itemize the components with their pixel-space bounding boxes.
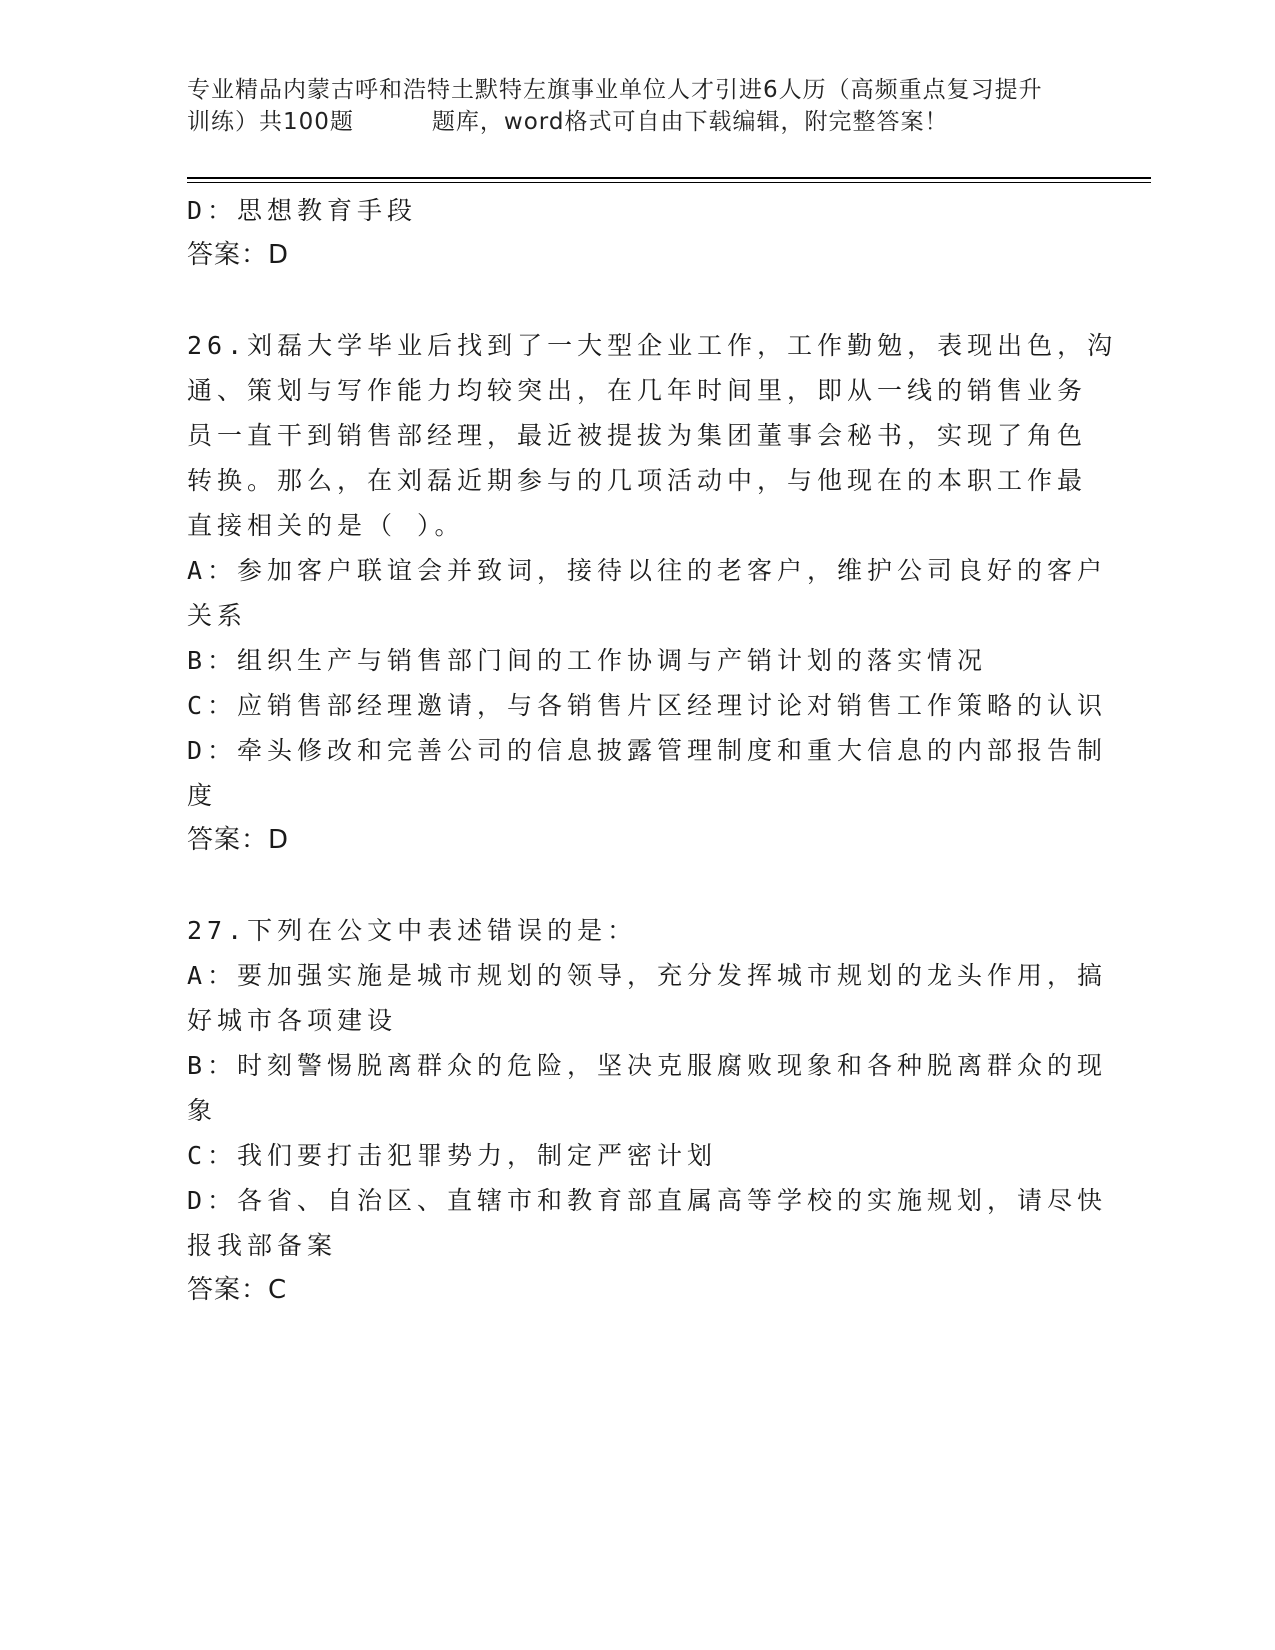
q26-option-d-cont: 度 [187,781,218,810]
q26-stem-line: 通、策划与写作能力均较突出，在几年时间里，即从一线的销售业务 [187,376,1088,405]
q25-answer: 答案：D [187,240,290,270]
q27-answer: 答案：C [187,1275,288,1305]
header-title-line-2-part-1: 训练）共100题 [187,109,354,135]
document-header [187,74,1087,138]
q27-option-a: A：要加强实施是城市规划的领导，充分发挥城市规划的龙头作用，搞 [187,961,1108,990]
q27-option-d-cont: 报我部备案 [187,1231,338,1260]
q26-stem-line: 直接相关的是（ ）。 [187,511,465,540]
header-title-line-2 [187,106,1087,138]
q26-option-b: B：组织生产与销售部门间的工作协调与产销计划的落实情况 [187,646,988,675]
q26-option-d: D：牵头修改和完善公司的信息披露管理制度和重大信息的内部报告制 [187,736,1108,765]
q27-option-d: D：各省、自治区、直辖市和教育部直属高等学校的实施规划，请尽快 [187,1186,1108,1215]
q26-option-a-cont: 关系 [187,601,248,630]
q25-option-d: D：思想教育手段 [187,196,418,225]
q26-option-c: C：应销售部经理邀请，与各销售片区经理讨论对销售工作策略的认识 [187,691,1108,720]
header-divider-thick [187,177,1151,179]
q27-option-b: B：时刻警惕脱离群众的危险，坚决克服腐败现象和各种脱离群众的现 [187,1051,1108,1080]
document-body [187,188,1118,1313]
q26-option-a: A：参加客户联谊会并致词，接待以往的老客户，维护公司良好的客户 [187,556,1108,585]
q26-answer: 答案：D [187,825,290,855]
header-divider-thin [187,182,1151,183]
q26-stem-line: 员一直干到销售部经理，最近被提拔为集团董事会秘书，实现了角色 [187,421,1088,450]
header-title-line-2-part-2: 题库，word格式可自由下载编辑，附完整答案！ [431,109,949,135]
q26-stem-line: 转换。那么，在刘磊近期参与的几项活动中，与他现在的本职工作最 [187,466,1088,495]
q27-stem-line: 27.下列在公文中表述错误的是： [187,916,638,945]
header-title-line-1: 专业精品内蒙古呼和浩特土默特左旗事业单位人才引进6人历（高频重点复习提升 [187,77,1043,103]
q27-option-b-cont: 象 [187,1096,218,1125]
q26-stem-line: 26.刘磊大学毕业后找到了一大型企业工作，工作勤勉，表现出色，沟 [187,331,1118,360]
q27-option-a-cont: 好城市各项建设 [187,1006,398,1035]
q27-option-c: C：我们要打击犯罪势力，制定严密计划 [187,1141,718,1170]
